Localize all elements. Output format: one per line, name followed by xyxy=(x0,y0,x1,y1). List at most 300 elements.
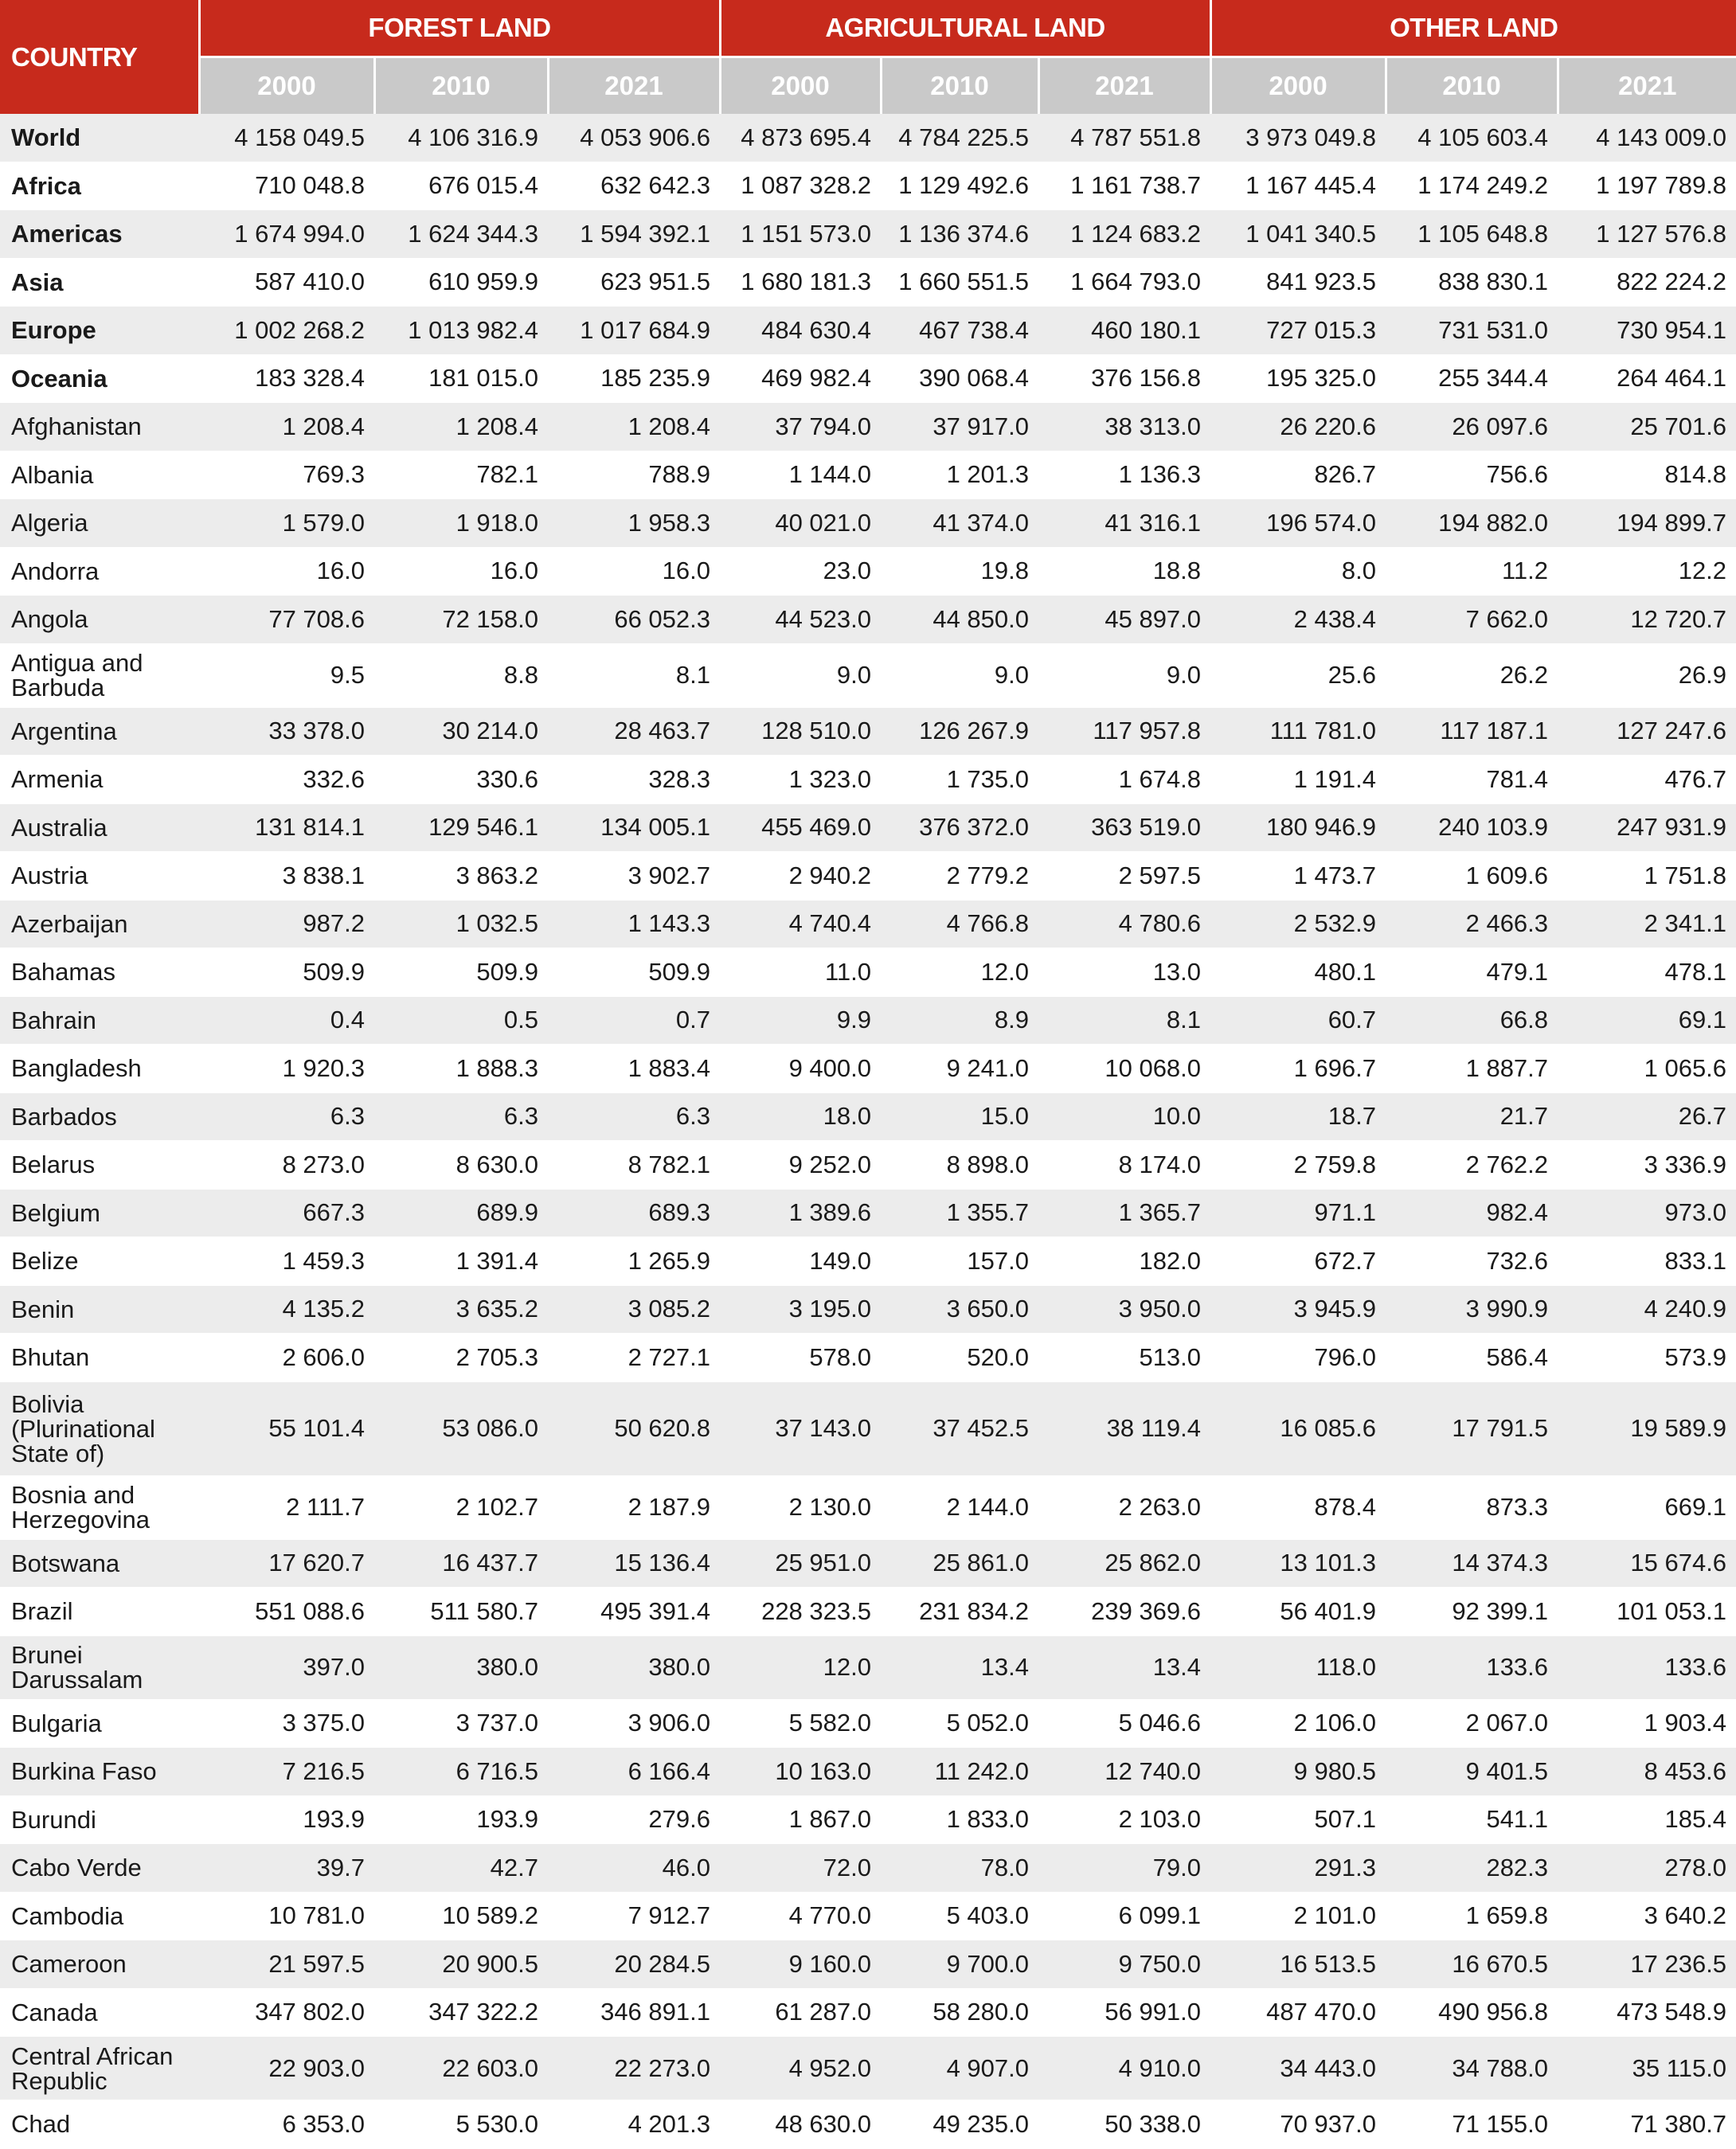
value-cell: 10 068.0 xyxy=(1038,1045,1210,1093)
value-cell: 873.3 xyxy=(1386,1475,1558,1539)
value-cell: 1 105 648.8 xyxy=(1386,210,1558,259)
value-cell: 8 630.0 xyxy=(374,1141,548,1190)
value-cell: 822 224.2 xyxy=(1558,258,1736,307)
value-cell: 9.5 xyxy=(199,643,374,707)
value-cell: 117 187.1 xyxy=(1386,707,1558,756)
value-cell: 8 898.0 xyxy=(881,1141,1038,1190)
value-cell: 1 958.3 xyxy=(548,499,720,548)
value-cell: 6 166.4 xyxy=(548,1748,720,1796)
value-cell: 129 546.1 xyxy=(374,803,548,852)
value-cell: 10 781.0 xyxy=(199,1892,374,1940)
value-cell: 4 143 009.0 xyxy=(1558,114,1736,162)
value-cell: 513.0 xyxy=(1038,1334,1210,1382)
value-cell: 1 609.6 xyxy=(1386,852,1558,901)
value-cell: 3 990.9 xyxy=(1386,1285,1558,1334)
value-cell: 2 111.7 xyxy=(199,1475,374,1539)
value-cell: 1 664 793.0 xyxy=(1038,258,1210,307)
value-cell: 4 201.3 xyxy=(548,2100,720,2149)
value-cell: 9 252.0 xyxy=(720,1141,881,1190)
value-cell: 1 151 573.0 xyxy=(720,210,881,259)
value-cell: 6 716.5 xyxy=(374,1748,548,1796)
value-cell: 25 701.6 xyxy=(1558,403,1736,451)
value-cell: 117 957.8 xyxy=(1038,707,1210,756)
value-cell: 9 400.0 xyxy=(720,1045,881,1093)
agricultural-land-group-header: AGRICULTURAL LAND xyxy=(720,0,1210,57)
value-cell: 23.0 xyxy=(720,547,881,596)
value-cell: 1 167 445.4 xyxy=(1210,162,1386,210)
value-cell: 157.0 xyxy=(881,1237,1038,1286)
value-cell: 16 437.7 xyxy=(374,1539,548,1588)
value-cell: 70 937.0 xyxy=(1210,2100,1386,2149)
table-row xyxy=(0,1475,1736,1539)
value-cell: 16 670.5 xyxy=(1386,1940,1558,1989)
table-row xyxy=(0,2100,1736,2149)
value-cell: 2 438.4 xyxy=(1210,596,1386,644)
value-cell: 347 802.0 xyxy=(199,1988,374,2037)
value-cell: 0.7 xyxy=(548,996,720,1045)
value-cell: 782.1 xyxy=(374,451,548,499)
table-row xyxy=(0,114,1736,162)
value-cell: 77 708.6 xyxy=(199,596,374,644)
table-row xyxy=(0,1045,1736,1093)
value-cell: 16.0 xyxy=(199,547,374,596)
value-cell: 1 660 551.5 xyxy=(881,258,1038,307)
value-cell: 5 582.0 xyxy=(720,1699,881,1748)
value-cell: 50 620.8 xyxy=(548,1381,720,1475)
value-cell: 10 163.0 xyxy=(720,1748,881,1796)
value-cell: 1 674.8 xyxy=(1038,756,1210,804)
value-cell: 610 959.9 xyxy=(374,258,548,307)
value-cell: 18.8 xyxy=(1038,547,1210,596)
forest-land-group-header: FOREST LAND xyxy=(199,0,720,57)
country-name: Botswana xyxy=(0,1539,199,1588)
value-cell: 4 787 551.8 xyxy=(1038,114,1210,162)
value-cell: 26 220.6 xyxy=(1210,403,1386,451)
value-cell: 16.0 xyxy=(374,547,548,596)
value-cell: 689.9 xyxy=(374,1189,548,1237)
year-header: 2000 xyxy=(1210,57,1386,115)
value-cell: 1 087 328.2 xyxy=(720,162,881,210)
table-row xyxy=(0,1699,1736,1748)
table-row xyxy=(0,547,1736,596)
value-cell: 14 374.3 xyxy=(1386,1539,1558,1588)
value-cell: 4 106 316.9 xyxy=(374,114,548,162)
value-cell: 8 453.6 xyxy=(1558,1748,1736,1796)
country-name: Bahrain xyxy=(0,996,199,1045)
country-name: Algeria xyxy=(0,499,199,548)
table-row xyxy=(0,1988,1736,2037)
value-cell: 4 952.0 xyxy=(720,2037,881,2100)
value-cell: 509.9 xyxy=(199,948,374,997)
value-cell: 1 365.7 xyxy=(1038,1189,1210,1237)
value-cell: 3 336.9 xyxy=(1558,1141,1736,1190)
value-cell: 2 727.1 xyxy=(548,1334,720,1382)
value-cell: 484 630.4 xyxy=(720,307,881,355)
value-cell: 60.7 xyxy=(1210,996,1386,1045)
value-cell: 21.7 xyxy=(1386,1092,1558,1141)
value-cell: 34 788.0 xyxy=(1386,2037,1558,2100)
value-cell: 833.1 xyxy=(1558,1237,1736,1286)
value-cell: 55 101.4 xyxy=(199,1381,374,1475)
value-cell: 5 403.0 xyxy=(881,1892,1038,1940)
value-cell: 380.0 xyxy=(374,1635,548,1699)
value-cell: 26.2 xyxy=(1386,643,1558,707)
table-row xyxy=(0,1588,1736,1636)
value-cell: 5 530.0 xyxy=(374,2100,548,2149)
value-cell: 8.1 xyxy=(548,643,720,707)
value-cell: 478.1 xyxy=(1558,948,1736,997)
value-cell: 194 899.7 xyxy=(1558,499,1736,548)
value-cell: 78.0 xyxy=(881,1844,1038,1893)
value-cell: 53 086.0 xyxy=(374,1381,548,1475)
value-cell: 8 174.0 xyxy=(1038,1141,1210,1190)
value-cell: 44 850.0 xyxy=(881,596,1038,644)
value-cell: 2 762.2 xyxy=(1386,1141,1558,1190)
value-cell: 781.4 xyxy=(1386,756,1558,804)
value-cell: 8.9 xyxy=(881,996,1038,1045)
value-cell: 3 838.1 xyxy=(199,852,374,901)
country-name: Azerbaijan xyxy=(0,900,199,948)
value-cell: 987.2 xyxy=(199,900,374,948)
value-cell: 180 946.9 xyxy=(1210,803,1386,852)
value-cell: 37 794.0 xyxy=(720,403,881,451)
value-cell: 278.0 xyxy=(1558,1844,1736,1893)
value-cell: 37 917.0 xyxy=(881,403,1038,451)
value-cell: 71 380.7 xyxy=(1558,2100,1736,2149)
value-cell: 131 814.1 xyxy=(199,803,374,852)
value-cell: 7 912.7 xyxy=(548,1892,720,1940)
value-cell: 672.7 xyxy=(1210,1237,1386,1286)
value-cell: 44 523.0 xyxy=(720,596,881,644)
value-cell: 8.8 xyxy=(374,643,548,707)
value-cell: 587 410.0 xyxy=(199,258,374,307)
value-cell: 4 784 225.5 xyxy=(881,114,1038,162)
value-cell: 796.0 xyxy=(1210,1334,1386,1382)
value-cell: 39.7 xyxy=(199,1844,374,1893)
value-cell: 1 265.9 xyxy=(548,1237,720,1286)
value-cell: 363 519.0 xyxy=(1038,803,1210,852)
value-cell: 1 355.7 xyxy=(881,1189,1038,1237)
value-cell: 2 101.0 xyxy=(1210,1892,1386,1940)
year-header: 2010 xyxy=(374,57,548,115)
value-cell: 111 781.0 xyxy=(1210,707,1386,756)
value-cell: 2 466.3 xyxy=(1386,900,1558,948)
value-cell: 20 900.5 xyxy=(374,1940,548,1989)
table-row xyxy=(0,1237,1736,1286)
table-row xyxy=(0,948,1736,997)
value-cell: 40 021.0 xyxy=(720,499,881,548)
value-cell: 826.7 xyxy=(1210,451,1386,499)
table-row xyxy=(0,307,1736,355)
value-cell: 1 883.4 xyxy=(548,1045,720,1093)
country-name: Austria xyxy=(0,852,199,901)
value-cell: 3 195.0 xyxy=(720,1285,881,1334)
table-row xyxy=(0,852,1736,901)
value-cell: 19.8 xyxy=(881,547,1038,596)
value-cell: 509.9 xyxy=(374,948,548,997)
value-cell: 228 323.5 xyxy=(720,1588,881,1636)
value-cell: 133.6 xyxy=(1386,1635,1558,1699)
value-cell: 22 903.0 xyxy=(199,2037,374,2100)
value-cell: 12 740.0 xyxy=(1038,1748,1210,1796)
value-cell: 4 770.0 xyxy=(720,1892,881,1940)
country-name: Brunei Darussalam xyxy=(0,1635,199,1699)
value-cell: 578.0 xyxy=(720,1334,881,1382)
value-cell: 133.6 xyxy=(1558,1635,1736,1699)
country-name: Belgium xyxy=(0,1189,199,1237)
country-name: Burundi xyxy=(0,1795,199,1844)
value-cell: 66 052.3 xyxy=(548,596,720,644)
value-cell: 2 597.5 xyxy=(1038,852,1210,901)
value-cell: 1 017 684.9 xyxy=(548,307,720,355)
value-cell: 9.0 xyxy=(720,643,881,707)
value-cell: 42.7 xyxy=(374,1844,548,1893)
value-cell: 1 041 340.5 xyxy=(1210,210,1386,259)
country-name: Bhutan xyxy=(0,1334,199,1382)
value-cell: 1 208.4 xyxy=(374,403,548,451)
table-row xyxy=(0,756,1736,804)
value-cell: 727 015.3 xyxy=(1210,307,1386,355)
value-cell: 509.9 xyxy=(548,948,720,997)
value-cell: 240 103.9 xyxy=(1386,803,1558,852)
table-row xyxy=(0,596,1736,644)
value-cell: 69.1 xyxy=(1558,996,1736,1045)
value-cell: 971.1 xyxy=(1210,1189,1386,1237)
value-cell: 61 287.0 xyxy=(720,1988,881,2037)
value-cell: 22 273.0 xyxy=(548,2037,720,2100)
country-name: Argentina xyxy=(0,707,199,756)
country-name: Cameroon xyxy=(0,1940,199,1989)
table-row xyxy=(0,1795,1736,1844)
table-row xyxy=(0,2037,1736,2100)
value-cell: 460 180.1 xyxy=(1038,307,1210,355)
value-cell: 183 328.4 xyxy=(199,354,374,403)
value-cell: 185.4 xyxy=(1558,1795,1736,1844)
value-cell: 1 888.3 xyxy=(374,1045,548,1093)
value-cell: 13.4 xyxy=(1038,1635,1210,1699)
year-header: 2010 xyxy=(881,57,1038,115)
value-cell: 1 391.4 xyxy=(374,1237,548,1286)
table-row xyxy=(0,354,1736,403)
table-row xyxy=(0,1539,1736,1588)
value-cell: 1 127 576.8 xyxy=(1558,210,1736,259)
value-cell: 49 235.0 xyxy=(881,2100,1038,2149)
value-cell: 476.7 xyxy=(1558,756,1736,804)
value-cell: 0.5 xyxy=(374,996,548,1045)
value-cell: 17 620.7 xyxy=(199,1539,374,1588)
value-cell: 473 548.9 xyxy=(1558,1988,1736,2037)
value-cell: 1 174 249.2 xyxy=(1386,162,1558,210)
country-name: Barbados xyxy=(0,1092,199,1141)
value-cell: 788.9 xyxy=(548,451,720,499)
value-cell: 632 642.3 xyxy=(548,162,720,210)
value-cell: 37 143.0 xyxy=(720,1381,881,1475)
value-cell: 17 791.5 xyxy=(1386,1381,1558,1475)
value-cell: 1 624 344.3 xyxy=(374,210,548,259)
value-cell: 3 950.0 xyxy=(1038,1285,1210,1334)
value-cell: 2 705.3 xyxy=(374,1334,548,1382)
value-cell: 1 002 268.2 xyxy=(199,307,374,355)
value-cell: 380.0 xyxy=(548,1635,720,1699)
value-cell: 520.0 xyxy=(881,1334,1038,1382)
value-cell: 231 834.2 xyxy=(881,1588,1038,1636)
value-cell: 21 597.5 xyxy=(199,1940,374,1989)
value-cell: 26.7 xyxy=(1558,1092,1736,1141)
value-cell: 2 263.0 xyxy=(1038,1475,1210,1539)
value-cell: 667.3 xyxy=(199,1189,374,1237)
country-name: Bangladesh xyxy=(0,1045,199,1093)
value-cell: 20 284.5 xyxy=(548,1940,720,1989)
value-cell: 467 738.4 xyxy=(881,307,1038,355)
value-cell: 1 323.0 xyxy=(720,756,881,804)
table-row xyxy=(0,1635,1736,1699)
value-cell: 101 053.1 xyxy=(1558,1588,1736,1636)
value-cell: 469 982.4 xyxy=(720,354,881,403)
value-cell: 1 887.7 xyxy=(1386,1045,1558,1093)
value-cell: 4 766.8 xyxy=(881,900,1038,948)
value-cell: 5 052.0 xyxy=(881,1699,1038,1748)
value-cell: 1 918.0 xyxy=(374,499,548,548)
value-cell: 3 650.0 xyxy=(881,1285,1038,1334)
value-cell: 11.0 xyxy=(720,948,881,997)
value-cell: 12.0 xyxy=(720,1635,881,1699)
value-cell: 196 574.0 xyxy=(1210,499,1386,548)
value-cell: 2 067.0 xyxy=(1386,1699,1558,1748)
value-cell: 2 106.0 xyxy=(1210,1699,1386,1748)
value-cell: 38 313.0 xyxy=(1038,403,1210,451)
value-cell: 25 862.0 xyxy=(1038,1539,1210,1588)
value-cell: 118.0 xyxy=(1210,1635,1386,1699)
value-cell: 7 216.5 xyxy=(199,1748,374,1796)
country-name: Belarus xyxy=(0,1141,199,1190)
value-cell: 1 124 683.2 xyxy=(1038,210,1210,259)
value-cell: 1 594 392.1 xyxy=(548,210,720,259)
value-cell: 3 945.9 xyxy=(1210,1285,1386,1334)
country-name: Oceania xyxy=(0,354,199,403)
table-row xyxy=(0,1189,1736,1237)
value-cell: 6.3 xyxy=(374,1092,548,1141)
value-cell: 3 863.2 xyxy=(374,852,548,901)
value-cell: 255 344.4 xyxy=(1386,354,1558,403)
value-cell: 731 531.0 xyxy=(1386,307,1558,355)
value-cell: 332.6 xyxy=(199,756,374,804)
value-cell: 982.4 xyxy=(1386,1189,1558,1237)
value-cell: 2 759.8 xyxy=(1210,1141,1386,1190)
table-row xyxy=(0,1844,1736,1893)
value-cell: 455 469.0 xyxy=(720,803,881,852)
value-cell: 2 341.1 xyxy=(1558,900,1736,948)
country-name: Antigua and Barbuda xyxy=(0,643,199,707)
year-header: 2000 xyxy=(199,57,374,115)
value-cell: 56 401.9 xyxy=(1210,1588,1386,1636)
value-cell: 1 735.0 xyxy=(881,756,1038,804)
value-cell: 1 208.4 xyxy=(548,403,720,451)
value-cell: 149.0 xyxy=(720,1237,881,1286)
country-name: World xyxy=(0,114,199,162)
year-header: 2021 xyxy=(548,57,720,115)
value-cell: 193.9 xyxy=(374,1795,548,1844)
value-cell: 9 401.5 xyxy=(1386,1748,1558,1796)
value-cell: 46.0 xyxy=(548,1844,720,1893)
value-cell: 15.0 xyxy=(881,1092,1038,1141)
value-cell: 841 923.5 xyxy=(1210,258,1386,307)
value-cell: 34 443.0 xyxy=(1210,2037,1386,2100)
value-cell: 330.6 xyxy=(374,756,548,804)
value-cell: 973.0 xyxy=(1558,1189,1736,1237)
value-cell: 127 247.6 xyxy=(1558,707,1736,756)
value-cell: 756.6 xyxy=(1386,451,1558,499)
value-cell: 3 737.0 xyxy=(374,1699,548,1748)
value-cell: 1 579.0 xyxy=(199,499,374,548)
value-cell: 126 267.9 xyxy=(881,707,1038,756)
value-cell: 9 700.0 xyxy=(881,1940,1038,1989)
value-cell: 13.4 xyxy=(881,1635,1038,1699)
value-cell: 586.4 xyxy=(1386,1334,1558,1382)
value-cell: 769.3 xyxy=(199,451,374,499)
year-header: 2021 xyxy=(1038,57,1210,115)
country-name: Afghanistan xyxy=(0,403,199,451)
value-cell: 1 129 492.6 xyxy=(881,162,1038,210)
country-column-header: COUNTRY xyxy=(0,0,199,114)
value-cell: 1 144.0 xyxy=(720,451,881,499)
value-cell: 50 338.0 xyxy=(1038,2100,1210,2149)
table-row xyxy=(0,1748,1736,1796)
value-cell: 16.0 xyxy=(548,547,720,596)
value-cell: 2 144.0 xyxy=(881,1475,1038,1539)
value-cell: 2 103.0 xyxy=(1038,1795,1210,1844)
value-cell: 4 780.6 xyxy=(1038,900,1210,948)
value-cell: 9.9 xyxy=(720,996,881,1045)
value-cell: 25 861.0 xyxy=(881,1539,1038,1588)
value-cell: 814.8 xyxy=(1558,451,1736,499)
value-cell: 390 068.4 xyxy=(881,354,1038,403)
table-body xyxy=(0,114,1736,2148)
country-name: Bosnia and Herzegovina xyxy=(0,1475,199,1539)
value-cell: 2 532.9 xyxy=(1210,900,1386,948)
value-cell: 11.2 xyxy=(1386,547,1558,596)
year-header: 2010 xyxy=(1386,57,1558,115)
value-cell: 551 088.6 xyxy=(199,1588,374,1636)
value-cell: 1 013 982.4 xyxy=(374,307,548,355)
country-name: Canada xyxy=(0,1988,199,2037)
value-cell: 7 662.0 xyxy=(1386,596,1558,644)
year-header-row xyxy=(0,57,1736,115)
value-cell: 247 931.9 xyxy=(1558,803,1736,852)
value-cell: 1 032.5 xyxy=(374,900,548,948)
value-cell: 239 369.6 xyxy=(1038,1588,1210,1636)
country-name: Central African Republic xyxy=(0,2037,199,2100)
value-cell: 1 143.3 xyxy=(548,900,720,948)
value-cell: 18.0 xyxy=(720,1092,881,1141)
value-cell: 22 603.0 xyxy=(374,2037,548,2100)
value-cell: 1 136 374.6 xyxy=(881,210,1038,259)
table-header xyxy=(0,0,1736,114)
country-name: Belize xyxy=(0,1237,199,1286)
value-cell: 8 782.1 xyxy=(548,1141,720,1190)
value-cell: 182.0 xyxy=(1038,1237,1210,1286)
value-cell: 10.0 xyxy=(1038,1092,1210,1141)
value-cell: 9.0 xyxy=(881,643,1038,707)
value-cell: 1 208.4 xyxy=(199,403,374,451)
group-header-row xyxy=(0,0,1736,57)
value-cell: 4 907.0 xyxy=(881,2037,1038,2100)
value-cell: 25 951.0 xyxy=(720,1539,881,1588)
value-cell: 878.4 xyxy=(1210,1475,1386,1539)
value-cell: 282.3 xyxy=(1386,1844,1558,1893)
value-cell: 541.1 xyxy=(1386,1795,1558,1844)
value-cell: 376 372.0 xyxy=(881,803,1038,852)
value-cell: 92 399.1 xyxy=(1386,1588,1558,1636)
